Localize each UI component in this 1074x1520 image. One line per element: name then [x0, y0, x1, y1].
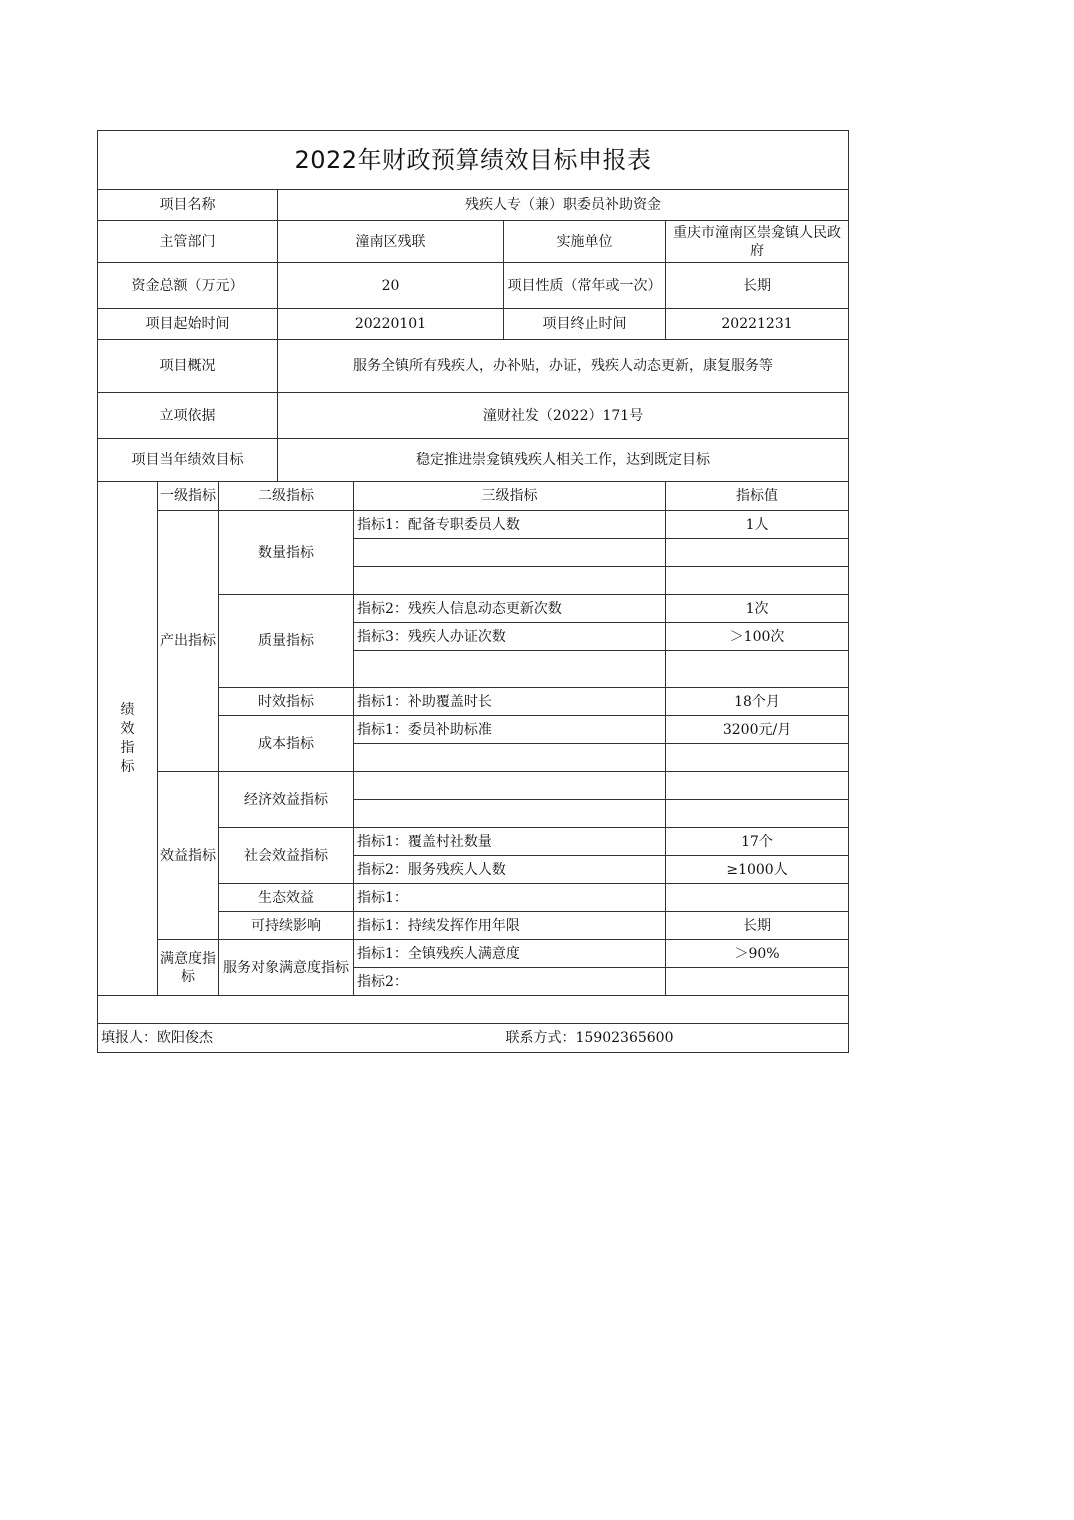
- project-name-value: 残疾人专（兼）职委员补助资金: [278, 190, 849, 221]
- empty-cell: [354, 651, 666, 688]
- project-name-label: 项目名称: [98, 190, 278, 221]
- perf-indicators-label: 绩效指标: [98, 482, 158, 996]
- indicator-value: 长期: [666, 912, 849, 940]
- sub-social: 社会效益指标: [219, 828, 354, 884]
- indicator-value: ＞90%: [666, 940, 849, 968]
- header-level2: 二级指标: [219, 482, 354, 511]
- indicator-value: ≥1000人: [666, 856, 849, 884]
- indicator-name: 指标1：补助覆盖时长: [354, 688, 666, 716]
- blank-row: [98, 996, 849, 1024]
- indicator-name: 指标1：: [354, 884, 666, 912]
- start-label: 项目起始时间: [98, 309, 278, 340]
- indicator-value: 1次: [666, 595, 849, 623]
- indicator-name: 指标1：全镇残疾人满意度: [354, 940, 666, 968]
- indicator-name: 指标2：服务残疾人人数: [354, 856, 666, 884]
- group-output: 产出指标: [158, 511, 219, 772]
- empty-cell: [666, 744, 849, 772]
- basis-value: 潼财社发（2022）171号: [278, 393, 849, 439]
- header-level3: 三级指标: [354, 482, 666, 511]
- sub-cost: 成本指标: [219, 716, 354, 772]
- indicator-name: 指标3：残疾人办证次数: [354, 623, 666, 651]
- indicator-value: [666, 968, 849, 996]
- sub-sustainable: 可持续影响: [219, 912, 354, 940]
- group-benefit: 效益指标: [158, 772, 219, 940]
- indicator-name: 指标2：残疾人信息动态更新次数: [354, 595, 666, 623]
- page-title: 2022年财政预算绩效目标申报表: [98, 131, 849, 190]
- indicator-name: 指标1：覆盖村社数量: [354, 828, 666, 856]
- overview-label: 项目概况: [98, 340, 278, 393]
- nature-label: 项目性质（常年或一次）: [504, 263, 666, 309]
- empty-cell: [354, 772, 666, 800]
- empty-cell: [666, 539, 849, 567]
- fund-value: 20: [278, 263, 504, 309]
- header-value: 指标值: [666, 482, 849, 511]
- goal-value: 稳定推进崇龛镇残疾人相关工作，达到既定目标: [278, 439, 849, 482]
- contact: 联系方式：15902365600: [504, 1024, 849, 1053]
- indicator-value: 17个: [666, 828, 849, 856]
- sub-ecological: 生态效益: [219, 884, 354, 912]
- goal-label: 项目当年绩效目标: [98, 439, 278, 482]
- indicator-value: 1人: [666, 511, 849, 539]
- end-value: 20221231: [666, 309, 849, 340]
- indicator-name: 指标1：持续发挥作用年限: [354, 912, 666, 940]
- indicator-value: [666, 884, 849, 912]
- empty-cell: [354, 800, 666, 828]
- nature-value: 长期: [666, 263, 849, 309]
- header-level1: 一级指标: [158, 482, 219, 511]
- empty-cell: [666, 651, 849, 688]
- end-label: 项目终止时间: [504, 309, 666, 340]
- dept-value: 潼南区残联: [278, 221, 504, 263]
- group-satisfaction: 满意度指标: [158, 940, 219, 996]
- start-value: 20220101: [278, 309, 504, 340]
- indicator-value: 18个月: [666, 688, 849, 716]
- indicator-name: 指标1：委员补助标准: [354, 716, 666, 744]
- budget-form: [97, 130, 848, 1053]
- indicator-name: 指标1：配备专职委员人数: [354, 511, 666, 539]
- indicator-value: 3200元/月: [666, 716, 849, 744]
- impl-label: 实施单位: [504, 221, 666, 263]
- empty-cell: [666, 800, 849, 828]
- empty-cell: [354, 744, 666, 772]
- filler: 填报人：欧阳俊杰: [98, 1024, 504, 1053]
- basis-label: 立项依据: [98, 393, 278, 439]
- indicator-value: ＞100次: [666, 623, 849, 651]
- overview-value: 服务全镇所有残疾人，办补贴，办证，残疾人动态更新，康复服务等: [278, 340, 849, 393]
- sub-service: 服务对象满意度指标: [219, 940, 354, 996]
- indicator-name: 指标2：: [354, 968, 666, 996]
- fund-label: 资金总额（万元）: [98, 263, 278, 309]
- sub-quantity: 数量指标: [219, 511, 354, 595]
- sub-quality: 质量指标: [219, 595, 354, 688]
- form-table: [97, 130, 849, 1053]
- empty-cell: [666, 772, 849, 800]
- empty-cell: [354, 567, 666, 595]
- impl-value: 重庆市潼南区崇龛镇人民政府: [666, 221, 849, 263]
- empty-cell: [666, 567, 849, 595]
- sub-timeliness: 时效指标: [219, 688, 354, 716]
- empty-cell: [354, 539, 666, 567]
- sub-economic: 经济效益指标: [219, 772, 354, 828]
- dept-label: 主管部门: [98, 221, 278, 263]
